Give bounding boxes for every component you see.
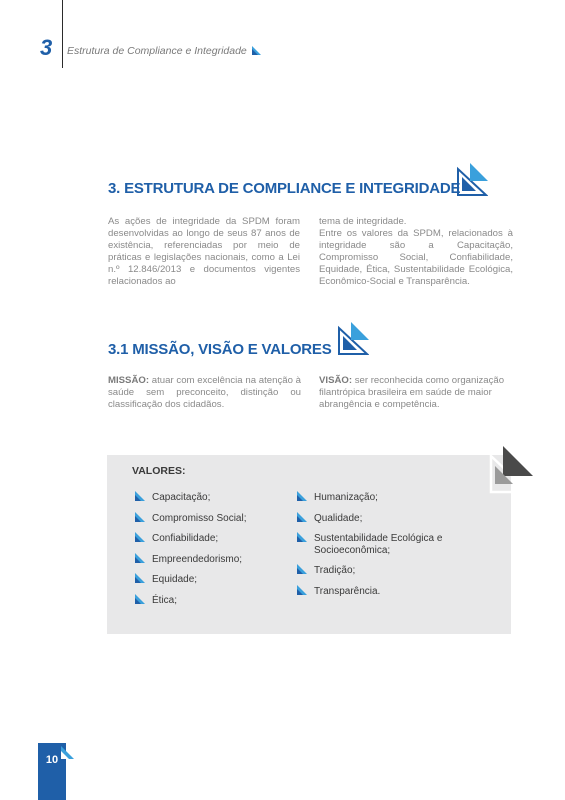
- list-item: Ética;: [134, 595, 246, 607]
- triangle-bullet-icon: [134, 573, 145, 588]
- intro-right-paragraph: Entre os valores da SPDM, relacionados à integridade são a Capacitação, Compromisso Social, Confiabilidade, Equidade, Ética, Sustentabilidade Ecológica, Econômico-Social e Transparência.: [319, 228, 513, 288]
- vision-body: ser reconhecida como organização filantrópica brasileira em saúde de maior abrangência e competência.: [319, 375, 505, 411]
- list-item: Humanização;: [296, 492, 464, 504]
- vision-text: [319, 375, 513, 411]
- triangle-logo-icon: [337, 322, 369, 361]
- triangle-bullet-icon: [134, 553, 145, 568]
- values-title: VALORES:: [132, 465, 186, 477]
- intro-column-right: [319, 216, 513, 289]
- list-item: Capacitação;: [134, 492, 246, 504]
- triangle-logo-icon: [489, 446, 533, 499]
- values-list-right: [296, 492, 464, 606]
- chapter-title: Estrutura de Compliance e Integridade: [67, 45, 247, 57]
- mission-text: [108, 375, 301, 411]
- list-item: Equidade;: [134, 574, 246, 586]
- vision-label: VISÃO:: [319, 375, 353, 386]
- list-item: Empreendedorismo;: [134, 554, 246, 566]
- list-item: Confiabilidade;: [134, 533, 246, 545]
- intro-column-left: As ações de integridade da SPDM foram desenvolvidas ao longo de seus 87 anos de existência, referenciadas por meio de práticas e legislações nacionais, como a Lei n.º 12.846/2013 e documentos vigentes relacionados ao: [108, 216, 300, 288]
- section-heading-mission: 3.1 MISSÃO, VISÃO E VALORES: [108, 341, 332, 358]
- header-divider: [62, 0, 63, 68]
- triangle-logo-icon: [456, 163, 488, 202]
- intro-right-line: tema de integridade.: [319, 216, 407, 227]
- triangle-bullet-icon: [296, 491, 307, 506]
- mission-body: atuar com excelência na atenção à saúde sem preconceito, distinção ou classificação dos cidadãos.: [108, 375, 301, 411]
- list-item: Qualidade;: [296, 513, 464, 525]
- chapter-title-wrap: [67, 45, 261, 59]
- triangle-bullet-icon: [296, 532, 307, 547]
- section-heading-compliance: 3. ESTRUTURA DE COMPLIANCE E INTEGRIDADE: [108, 180, 461, 197]
- list-item: Sustentabilidade Ecológica e Socioeconômica;: [296, 533, 464, 556]
- values-list-left: [134, 492, 246, 615]
- list-item: Compromisso Social;: [134, 513, 246, 525]
- triangle-bullet-icon: [134, 532, 145, 547]
- triangle-bullet-icon: [296, 512, 307, 527]
- triangle-bullet-icon: [134, 512, 145, 527]
- triangle-bullet-icon: [134, 594, 145, 609]
- triangle-bullet-icon: [296, 585, 307, 600]
- triangle-logo-icon: [251, 46, 261, 59]
- list-item: Tradição;: [296, 565, 464, 577]
- mission-label: MISSÃO:: [108, 375, 150, 386]
- page-number: 10: [45, 754, 59, 766]
- list-item: Transparência.: [296, 586, 464, 598]
- triangle-logo-icon: [60, 746, 74, 765]
- triangle-bullet-icon: [296, 564, 307, 579]
- chapter-number: 3: [40, 35, 53, 60]
- triangle-bullet-icon: [134, 491, 145, 506]
